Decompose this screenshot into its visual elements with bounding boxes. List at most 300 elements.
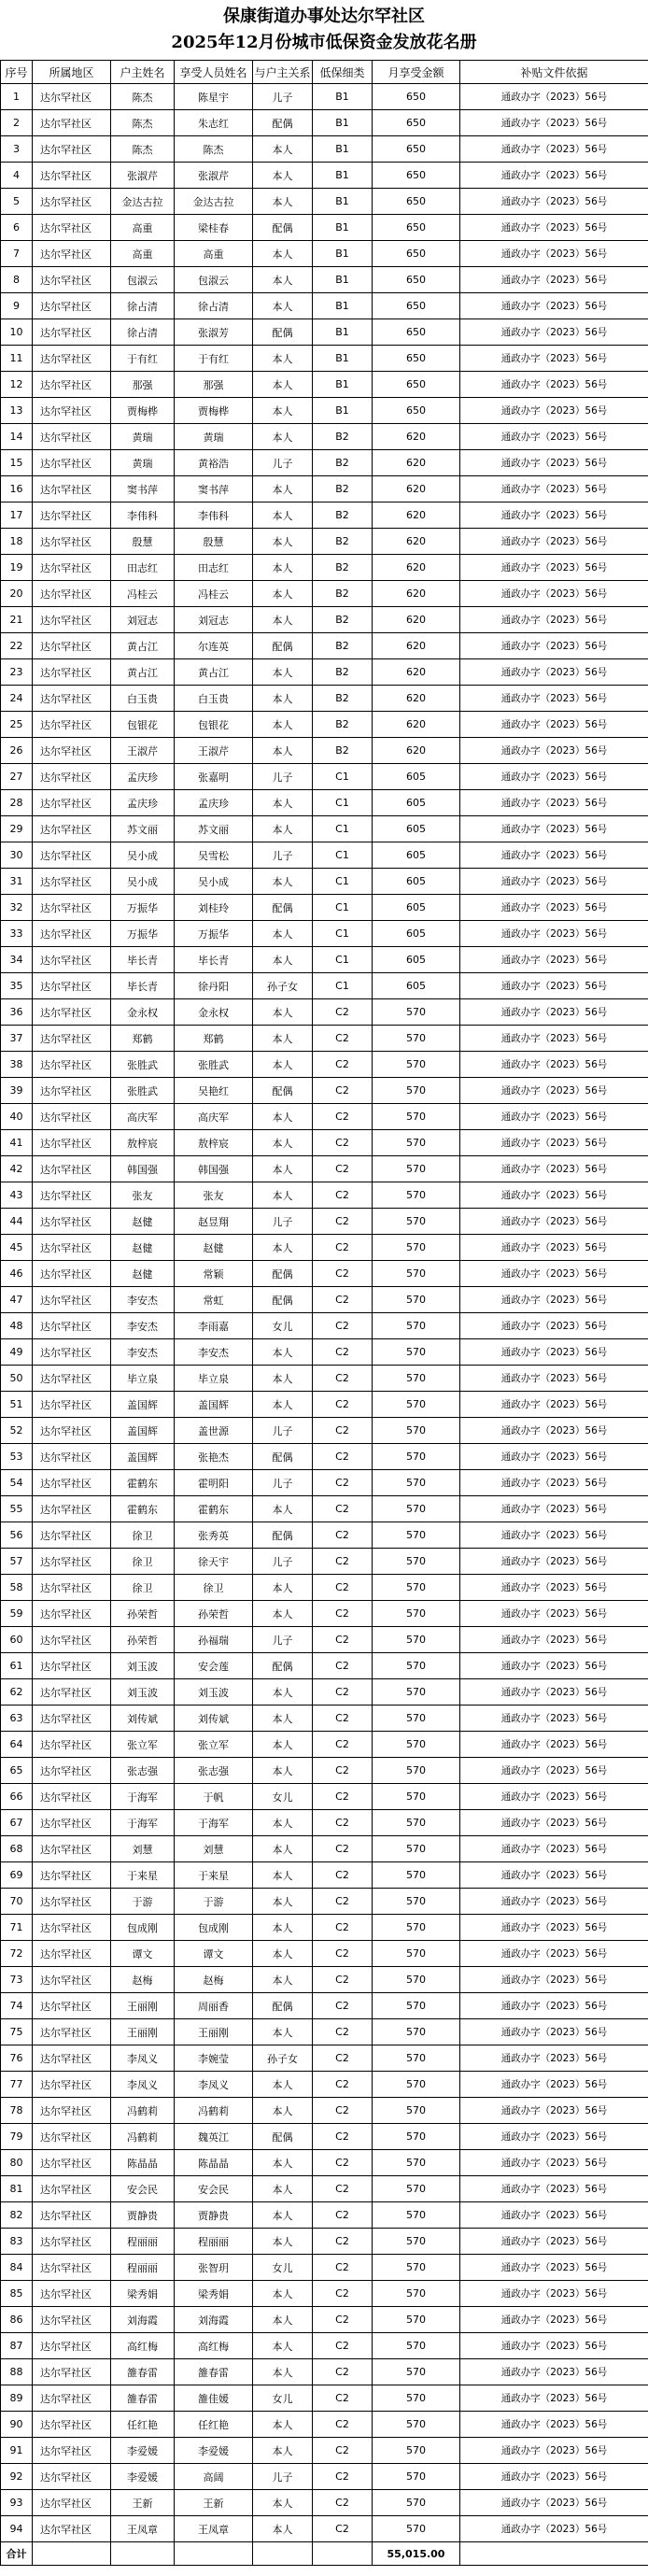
cell-district: 达尔罕社区 <box>33 1862 111 1889</box>
cell-district: 达尔罕社区 <box>33 1182 111 1209</box>
cell-policy-basis: 通政办字（2023）56号 <box>460 1810 648 1836</box>
cell-index: 15 <box>1 450 33 476</box>
cell-beneficiary: 金永权 <box>175 999 253 1026</box>
cell-monthly-amount: 620 <box>373 424 460 450</box>
cell-household-head: 于来星 <box>111 1862 175 1889</box>
cell-monthly-amount: 570 <box>373 1941 460 1967</box>
cell-beneficiary: 吴艳红 <box>175 1078 253 1104</box>
cell-district: 达尔罕社区 <box>33 319 111 346</box>
table-row <box>1 659 648 686</box>
cell-category: C2 <box>313 1130 373 1156</box>
cell-relation: 本人 <box>253 712 313 738</box>
cell-monthly-amount: 570 <box>373 2019 460 2045</box>
cell-beneficiary: 高庆军 <box>175 1104 253 1130</box>
cell-category: C2 <box>313 1078 373 1104</box>
cell-beneficiary: 毕长青 <box>175 947 253 973</box>
cell-monthly-amount: 570 <box>373 2307 460 2333</box>
table-row <box>1 2385 648 2412</box>
cell-category: C2 <box>313 2281 373 2307</box>
cell-district: 达尔罕社区 <box>33 110 111 136</box>
cell-beneficiary: 王丽刚 <box>175 2019 253 2045</box>
cell-beneficiary: 韩国强 <box>175 1156 253 1182</box>
cell-household-head: 黄占江 <box>111 633 175 659</box>
cell-relation: 本人 <box>253 136 313 163</box>
cell-monthly-amount: 620 <box>373 555 460 581</box>
cell-policy-basis: 通政办字（2023）56号 <box>460 869 648 895</box>
cell-beneficiary: 张秀英 <box>175 1522 253 1549</box>
cell-category: C2 <box>313 1889 373 1915</box>
cell-household-head: 李安杰 <box>111 1313 175 1339</box>
cell-monthly-amount: 570 <box>373 1758 460 1784</box>
table-row <box>1 110 648 136</box>
cell-district: 达尔罕社区 <box>33 398 111 424</box>
cell-category: C2 <box>313 1052 373 1078</box>
cell-index: 6 <box>1 215 33 241</box>
cell-policy-basis: 通政办字（2023）56号 <box>460 1706 648 1732</box>
cell-relation: 本人 <box>253 1706 313 1732</box>
cell-household-head: 霍鹤东 <box>111 1470 175 1496</box>
cell-household-head: 孟庆珍 <box>111 790 175 816</box>
table-row <box>1 1836 648 1862</box>
cell-category: C2 <box>313 1549 373 1575</box>
cell-index: 26 <box>1 738 33 764</box>
table-row <box>1 1418 648 1444</box>
cell-beneficiary: 梁秀娟 <box>175 2281 253 2307</box>
cell-monthly-amount: 605 <box>373 816 460 842</box>
cell-category: C1 <box>313 895 373 921</box>
cell-relation: 儿子 <box>253 1418 313 1444</box>
table-row <box>1 555 648 581</box>
total-amount: 55,015.00 <box>373 2542 460 2566</box>
cell-index: 3 <box>1 136 33 163</box>
cell-household-head: 王新 <box>111 2490 175 2516</box>
cell-policy-basis: 通政办字（2023）56号 <box>460 2438 648 2464</box>
cell-household-head: 包成刚 <box>111 1915 175 1941</box>
cell-index: 48 <box>1 1313 33 1339</box>
cell-relation: 本人 <box>253 921 313 947</box>
cell-district: 达尔罕社区 <box>33 529 111 555</box>
cell-household-head: 白玉贵 <box>111 686 175 712</box>
cell-district: 达尔罕社区 <box>33 1810 111 1836</box>
cell-category: C2 <box>313 1993 373 2019</box>
cell-beneficiary: 常颖 <box>175 1261 253 1287</box>
cell-beneficiary: 张友 <box>175 1182 253 1209</box>
cell-policy-basis: 通政办字（2023）56号 <box>460 2359 648 2385</box>
cell-monthly-amount: 570 <box>373 1836 460 1862</box>
cell-relation: 配偶 <box>253 319 313 346</box>
cell-household-head: 张志强 <box>111 1758 175 1784</box>
cell-district: 达尔罕社区 <box>33 2202 111 2229</box>
cell-relation: 本人 <box>253 869 313 895</box>
cell-category: C2 <box>313 2124 373 2150</box>
cell-relation: 本人 <box>253 1104 313 1130</box>
cell-index: 44 <box>1 1209 33 1235</box>
cell-index: 9 <box>1 293 33 319</box>
cell-policy-basis: 通政办字（2023）56号 <box>460 1653 648 1679</box>
cell-policy-basis: 通政办字（2023）56号 <box>460 633 648 659</box>
cell-beneficiary: 赵梅 <box>175 1967 253 1993</box>
cell-district: 达尔罕社区 <box>33 2176 111 2202</box>
cell-index: 67 <box>1 1810 33 1836</box>
cell-beneficiary: 安会民 <box>175 2176 253 2202</box>
cell-household-head: 程丽丽 <box>111 2255 175 2281</box>
cell-household-head: 任红艳 <box>111 2412 175 2438</box>
cell-relation: 本人 <box>253 267 313 293</box>
cell-household-head: 那强 <box>111 372 175 398</box>
cell-household-head: 郑鹤 <box>111 1026 175 1052</box>
cell-policy-basis: 通政办字（2023）56号 <box>460 581 648 607</box>
cell-relation: 本人 <box>253 2019 313 2045</box>
cell-household-head: 李安杰 <box>111 1287 175 1313</box>
cell-policy-basis: 通政办字（2023）56号 <box>460 816 648 842</box>
cell-monthly-amount: 570 <box>373 1392 460 1418</box>
cell-district: 达尔罕社区 <box>33 1941 111 1967</box>
cell-index: 66 <box>1 1784 33 1810</box>
table-row <box>1 764 648 790</box>
cell-monthly-amount: 570 <box>373 1418 460 1444</box>
cell-index: 45 <box>1 1235 33 1261</box>
cell-category: C2 <box>313 2307 373 2333</box>
cell-policy-basis: 通政办字（2023）56号 <box>460 476 648 502</box>
cell-household-head: 李凤义 <box>111 2045 175 2072</box>
cell-relation: 本人 <box>253 1889 313 1915</box>
cell-index: 54 <box>1 1470 33 1496</box>
table-row <box>1 2045 648 2072</box>
table-row <box>1 1993 648 2019</box>
table-row <box>1 1444 648 1470</box>
cell-beneficiary: 王新 <box>175 2490 253 2516</box>
table-row <box>1 2072 648 2098</box>
table-row <box>1 816 648 842</box>
cell-beneficiary: 吴雪松 <box>175 842 253 869</box>
cell-index: 75 <box>1 2019 33 2045</box>
cell-index: 32 <box>1 895 33 921</box>
cell-index: 87 <box>1 2333 33 2359</box>
cell-district: 达尔罕社区 <box>33 1967 111 1993</box>
cell-relation: 儿子 <box>253 1627 313 1653</box>
cell-relation: 本人 <box>253 2150 313 2176</box>
cell-beneficiary: 张志强 <box>175 1758 253 1784</box>
cell-household-head: 黄占江 <box>111 659 175 686</box>
cell-index: 88 <box>1 2359 33 2385</box>
cell-relation: 本人 <box>253 2072 313 2098</box>
cell-beneficiary: 黄占江 <box>175 659 253 686</box>
cell-category: C1 <box>313 921 373 947</box>
cell-household-head: 李爱媛 <box>111 2464 175 2490</box>
cell-beneficiary: 贾静贵 <box>175 2202 253 2229</box>
cell-beneficiary: 贾梅桦 <box>175 398 253 424</box>
table-row <box>1 2412 648 2438</box>
cell-household-head: 于海军 <box>111 1810 175 1836</box>
table-row <box>1 1366 648 1392</box>
cell-monthly-amount: 570 <box>373 2438 460 2464</box>
table-row <box>1 1706 648 1732</box>
cell-beneficiary: 窦书萍 <box>175 476 253 502</box>
roster-table-container <box>0 60 648 2566</box>
cell-household-head: 雒春雷 <box>111 2385 175 2412</box>
cell-district: 达尔罕社区 <box>33 1575 111 1601</box>
cell-beneficiary: 李凤义 <box>175 2072 253 2098</box>
cell-district: 达尔罕社区 <box>33 1287 111 1313</box>
cell-district: 达尔罕社区 <box>33 2464 111 2490</box>
cell-beneficiary: 朱志红 <box>175 110 253 136</box>
cell-category: C2 <box>313 2255 373 2281</box>
cell-district: 达尔罕社区 <box>33 2150 111 2176</box>
cell-monthly-amount: 605 <box>373 895 460 921</box>
cell-relation: 本人 <box>253 1601 313 1627</box>
cell-district: 达尔罕社区 <box>33 1026 111 1052</box>
cell-policy-basis: 通政办字（2023）56号 <box>460 1836 648 1862</box>
cell-policy-basis: 通政办字（2023）56号 <box>460 293 648 319</box>
cell-relation: 配偶 <box>253 110 313 136</box>
cell-monthly-amount: 570 <box>373 999 460 1026</box>
table-row <box>1 1130 648 1156</box>
cell-category: C2 <box>313 1418 373 1444</box>
cell-policy-basis: 通政办字（2023）56号 <box>460 1078 648 1104</box>
cell-beneficiary: 于有红 <box>175 346 253 372</box>
cell-monthly-amount: 570 <box>373 1052 460 1078</box>
cell-monthly-amount: 570 <box>373 2359 460 2385</box>
cell-category: C2 <box>313 1182 373 1209</box>
table-row <box>1 1601 648 1627</box>
cell-district: 达尔罕社区 <box>33 2255 111 2281</box>
cell-household-head: 贾静贵 <box>111 2202 175 2229</box>
cell-index: 52 <box>1 1418 33 1444</box>
cell-beneficiary: 徐卫 <box>175 1575 253 1601</box>
cell-policy-basis: 通政办字（2023）56号 <box>460 1470 648 1496</box>
table-row <box>1 1261 648 1287</box>
cell-district: 达尔罕社区 <box>33 2019 111 2045</box>
cell-relation: 本人 <box>253 1732 313 1758</box>
cell-beneficiary: 张立军 <box>175 1732 253 1758</box>
cell-category: B1 <box>313 267 373 293</box>
cell-monthly-amount: 605 <box>373 790 460 816</box>
cell-monthly-amount: 650 <box>373 346 460 372</box>
cell-index: 43 <box>1 1182 33 1209</box>
cell-category: B1 <box>313 398 373 424</box>
cell-household-head: 万振华 <box>111 895 175 921</box>
cell-monthly-amount: 605 <box>373 921 460 947</box>
table-row <box>1 2490 648 2516</box>
cell-monthly-amount: 570 <box>373 1209 460 1235</box>
cell-relation: 本人 <box>253 2359 313 2385</box>
cell-household-head: 梁秀娟 <box>111 2281 175 2307</box>
cell-beneficiary: 刘桂玲 <box>175 895 253 921</box>
cell-relation: 本人 <box>253 163 313 189</box>
cell-index: 12 <box>1 372 33 398</box>
table-row <box>1 319 648 346</box>
cell-beneficiary: 王淑芹 <box>175 738 253 764</box>
cell-monthly-amount: 620 <box>373 450 460 476</box>
cell-relation: 本人 <box>253 2412 313 2438</box>
table-row <box>1 2307 648 2333</box>
cell-household-head: 万振华 <box>111 921 175 947</box>
cell-relation: 本人 <box>253 1026 313 1052</box>
cell-district: 达尔罕社区 <box>33 2438 111 2464</box>
cell-policy-basis: 通政办字（2023）56号 <box>460 607 648 633</box>
cell-relation: 本人 <box>253 346 313 372</box>
table-row <box>1 1810 648 1836</box>
cell-monthly-amount: 570 <box>373 2464 460 2490</box>
table-row <box>1 633 648 659</box>
table-row <box>1 346 648 372</box>
cell-beneficiary: 盖世源 <box>175 1418 253 1444</box>
cell-category: C2 <box>313 1470 373 1496</box>
cell-household-head: 王丽刚 <box>111 2019 175 2045</box>
cell-category: C2 <box>313 1104 373 1130</box>
cell-household-head: 张淑芹 <box>111 163 175 189</box>
cell-district: 达尔罕社区 <box>33 2045 111 2072</box>
cell-policy-basis: 通政办字（2023）56号 <box>460 2333 648 2359</box>
cell-policy-basis: 通政办字（2023）56号 <box>460 973 648 999</box>
cell-district: 达尔罕社区 <box>33 1549 111 1575</box>
cell-category: C2 <box>313 2202 373 2229</box>
cell-category: B1 <box>313 372 373 398</box>
cell-category: B2 <box>313 712 373 738</box>
cell-beneficiary: 魏英江 <box>175 2124 253 2150</box>
cell-monthly-amount: 570 <box>373 2124 460 2150</box>
table-row <box>1 2098 648 2124</box>
table-row <box>1 502 648 529</box>
cell-policy-basis: 通政办字（2023）56号 <box>460 947 648 973</box>
cell-index: 46 <box>1 1261 33 1287</box>
cell-policy-basis: 通政办字（2023）56号 <box>460 2202 648 2229</box>
total-label: 合计 <box>1 2542 33 2566</box>
cell-beneficiary: 李安杰 <box>175 1339 253 1366</box>
cell-monthly-amount: 570 <box>373 1235 460 1261</box>
cell-household-head: 徐卫 <box>111 1522 175 1549</box>
cell-policy-basis: 通政办字（2023）56号 <box>460 1993 648 2019</box>
table-row <box>1 842 648 869</box>
cell-index: 89 <box>1 2385 33 2412</box>
cell-index: 90 <box>1 2412 33 2438</box>
cell-district: 达尔罕社区 <box>33 581 111 607</box>
cell-beneficiary: 冯桂云 <box>175 581 253 607</box>
cell-monthly-amount: 570 <box>373 2281 460 2307</box>
cell-index: 38 <box>1 1052 33 1078</box>
cell-relation: 本人 <box>253 581 313 607</box>
cell-household-head: 高红梅 <box>111 2333 175 2359</box>
cell-monthly-amount: 570 <box>373 1706 460 1732</box>
cell-beneficiary: 于帆 <box>175 1784 253 1810</box>
cell-category: C2 <box>313 2438 373 2464</box>
cell-district: 达尔罕社区 <box>33 738 111 764</box>
cell-category: C2 <box>313 1836 373 1862</box>
cell-policy-basis: 通政办字（2023）56号 <box>460 2045 648 2072</box>
cell-index: 81 <box>1 2176 33 2202</box>
cell-policy-basis: 通政办字（2023）56号 <box>460 1601 648 1627</box>
table-row <box>1 1156 648 1182</box>
cell-monthly-amount: 570 <box>373 1313 460 1339</box>
table-row <box>1 293 648 319</box>
cell-monthly-amount: 570 <box>373 1366 460 1392</box>
cell-index: 50 <box>1 1366 33 1392</box>
cell-monthly-amount: 570 <box>373 1889 460 1915</box>
cell-monthly-amount: 570 <box>373 1261 460 1287</box>
cell-district: 达尔罕社区 <box>33 764 111 790</box>
cell-policy-basis: 通政办字（2023）56号 <box>460 2019 648 2045</box>
cell-household-head: 赵健 <box>111 1235 175 1261</box>
cell-relation: 女儿 <box>253 1784 313 1810</box>
cell-policy-basis: 通政办字（2023）56号 <box>460 372 648 398</box>
cell-district: 达尔罕社区 <box>33 790 111 816</box>
cell-monthly-amount: 570 <box>373 1862 460 1889</box>
cell-index: 74 <box>1 1993 33 2019</box>
cell-household-head: 刘玉波 <box>111 1679 175 1706</box>
cell-beneficiary: 刘冠志 <box>175 607 253 633</box>
cell-policy-basis: 通政办字（2023）56号 <box>460 712 648 738</box>
cell-relation: 儿子 <box>253 84 313 110</box>
cell-category: C2 <box>313 2516 373 2542</box>
cell-district: 达尔罕社区 <box>33 1444 111 1470</box>
cell-relation: 本人 <box>253 2516 313 2542</box>
cell-beneficiary: 白玉贵 <box>175 686 253 712</box>
cell-category: C1 <box>313 973 373 999</box>
table-row <box>1 1313 648 1339</box>
cell-relation: 本人 <box>253 502 313 529</box>
cell-policy-basis: 通政办字（2023）56号 <box>460 790 648 816</box>
table-row <box>1 267 648 293</box>
table-row <box>1 1915 648 1941</box>
cell-beneficiary: 敖梓宸 <box>175 1130 253 1156</box>
cell-district: 达尔罕社区 <box>33 1706 111 1732</box>
cell-category: B2 <box>313 502 373 529</box>
cell-district: 达尔罕社区 <box>33 1496 111 1522</box>
total-empty-cell <box>111 2542 175 2566</box>
cell-district: 达尔罕社区 <box>33 607 111 633</box>
cell-relation: 配偶 <box>253 2124 313 2150</box>
cell-household-head: 于有红 <box>111 346 175 372</box>
cell-district: 达尔罕社区 <box>33 1104 111 1130</box>
table-row <box>1 738 648 764</box>
cell-household-head: 张胜武 <box>111 1052 175 1078</box>
cell-beneficiary: 张淑芳 <box>175 319 253 346</box>
cell-beneficiary: 包银花 <box>175 712 253 738</box>
cell-policy-basis: 通政办字（2023）56号 <box>460 1418 648 1444</box>
cell-district: 达尔罕社区 <box>33 2333 111 2359</box>
cell-monthly-amount: 605 <box>373 764 460 790</box>
cell-relation: 本人 <box>253 686 313 712</box>
cell-monthly-amount: 620 <box>373 659 460 686</box>
table-row <box>1 1026 648 1052</box>
table-row <box>1 529 648 555</box>
table-row <box>1 2176 648 2202</box>
cell-district: 达尔罕社区 <box>33 1235 111 1261</box>
cell-monthly-amount: 570 <box>373 1575 460 1601</box>
cell-relation: 本人 <box>253 1967 313 1993</box>
cell-relation: 本人 <box>253 1862 313 1889</box>
cell-district: 达尔罕社区 <box>33 1627 111 1653</box>
cell-beneficiary: 徐丹阳 <box>175 973 253 999</box>
cell-monthly-amount: 570 <box>373 1156 460 1182</box>
table-row <box>1 1549 648 1575</box>
cell-monthly-amount: 605 <box>373 869 460 895</box>
cell-monthly-amount: 650 <box>373 215 460 241</box>
cell-relation: 本人 <box>253 1052 313 1078</box>
cell-index: 78 <box>1 2098 33 2124</box>
cell-index: 51 <box>1 1392 33 1418</box>
cell-category: C2 <box>313 2333 373 2359</box>
cell-category: C2 <box>313 1444 373 1470</box>
cell-category: B2 <box>313 529 373 555</box>
cell-beneficiary: 常虹 <box>175 1287 253 1313</box>
cell-beneficiary: 盖国辉 <box>175 1392 253 1418</box>
cell-household-head: 李爱媛 <box>111 2438 175 2464</box>
cell-category: C2 <box>313 1156 373 1182</box>
cell-index: 22 <box>1 633 33 659</box>
cell-index: 47 <box>1 1287 33 1313</box>
cell-category: C2 <box>313 1758 373 1784</box>
